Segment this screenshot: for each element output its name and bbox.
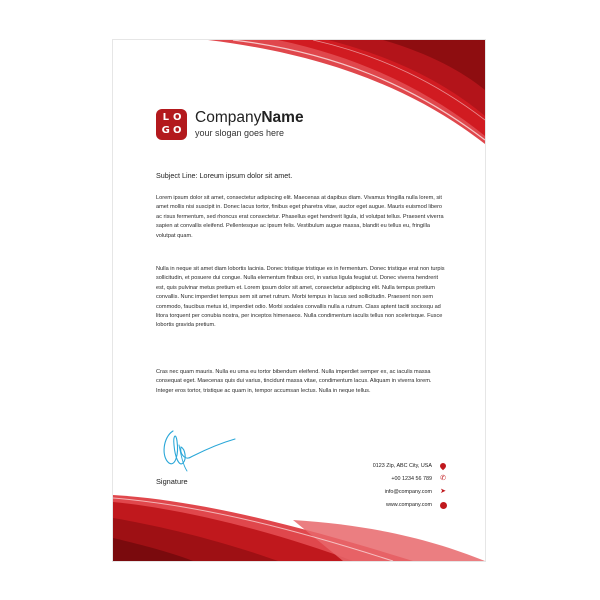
signature-label: Signature (156, 477, 188, 486)
body-paragraph-2: Nulla in neque sit amet diam lobortis lacinia. Donec tristique tristique ex in fermentum. Donec tristique erat non turpis sollicitudin, et posuere dui congue. Nulla elementum finibus orci, in varius ligula feugiat ut. Donec viverra hendrerit est, quis pulvinar metus pretium et. Lorem ipsum dolor sit amet, consectetur adipiscing elit. Nulla tempus pretium convallis. Nunc imperdiet tempus sem sit amet rutrum. Morbi tempus in lacus sed sollicitudin. Praesent non sem commodo, faucibus metus id, imperdiet odio. Morbi sodales convallis nulla a rutrum. Class aptent taciti sociosqu ad litora torquent per conubia nostra, per inceptos himenaeos. Nulla condimentum iaculis tellus non scelerisque. Fusce lobortis gravida pretium. (156, 266, 445, 329)
logo-letter: O (172, 124, 182, 136)
company-logo (156, 109, 187, 140)
handwritten-signature (159, 427, 239, 475)
company-slogan: your slogan goes here (195, 128, 285, 138)
body-paragraph-3: Cras nec quam mauris. Nulla eu urna eu tortor bibendum eleifend. Nulla imperdiet semper ex, ac iaculis massa consequat eget. Maecenas quis dui varius, tincidunt massa vitae, condimentum lacus. Aliquam in viverra lorem. Integer eros tortor, tristique ac quam in, tempor accumsan lectus. Nulla in neque tellus. (156, 369, 432, 394)
contact-email-text: info@company.com (384, 489, 432, 495)
company-name-bold: Name (261, 109, 304, 126)
letterhead-page (113, 40, 485, 561)
contact-address-text: 0123 Zip, ABC City, USA (372, 463, 432, 469)
contact-email (385, 488, 447, 496)
contact-address (373, 462, 447, 470)
contact-website (386, 501, 447, 509)
contact-phone-text: +00 1234 56 789 (391, 476, 432, 482)
subject-line: Subject Line: Loreum ipsum dolor sit amet. (156, 171, 293, 180)
paper-plane-icon: ➤ (440, 488, 446, 495)
logo-letter: L (162, 112, 169, 123)
company-name-prefix: Company (195, 109, 262, 126)
company-name (195, 109, 304, 127)
contact-phone (391, 475, 447, 483)
logo-letter: O (172, 112, 182, 123)
logo-letter: G (161, 124, 170, 136)
globe-icon (439, 501, 447, 509)
body-paragraph-1: Lorem ipsum dolor sit amet, consectetur adipiscing elit. Maecenas at dapibus diam. Vivamus fringilla nulla lorem, sit amet mollis nisi suscipit in. Donec lacus tortor, finibus eget pharetra vitae, auctor eget augue. Mauris euismod libero ac risus fermentum, sed rhoncus erat consectetur. Phasellus eget hendrerit ligula, id volutpat tellus. Praesent viverra sapien at convallis eleifend. Pellentesque ac ipsum felis. Vestibulum augue massa, blandit eu tellus eu, fringilla volutpat quam. (156, 195, 444, 239)
map-pin-icon (439, 462, 447, 470)
contact-website-text: www.company.com (385, 502, 432, 508)
phone-icon: ✆ (440, 475, 446, 482)
